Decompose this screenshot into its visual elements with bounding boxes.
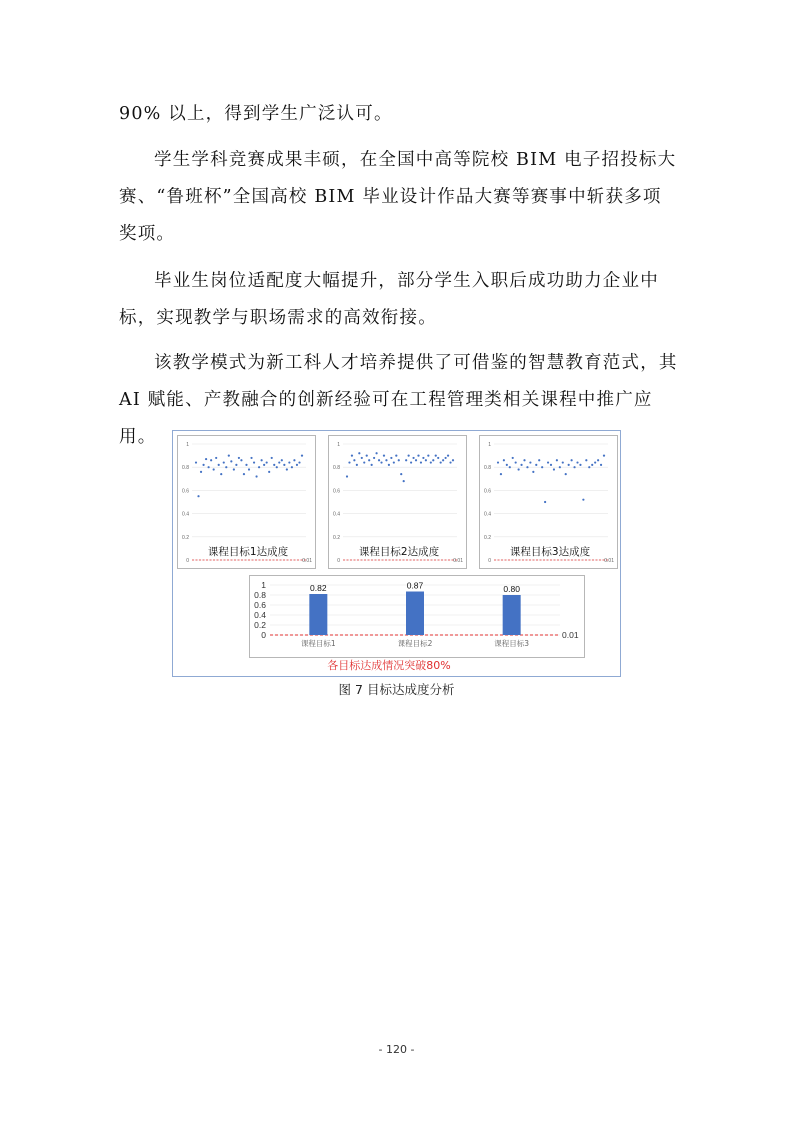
y-tick-label: 0.8 (182, 465, 189, 472)
scatter-point (556, 459, 558, 461)
scatter-point (202, 464, 204, 466)
scatter-point (375, 452, 377, 454)
scatter-point (356, 464, 358, 466)
scatter-point (408, 455, 410, 457)
bar-value-label: 0.80 (503, 584, 520, 594)
scatter-point (358, 452, 360, 454)
scatter-point (515, 461, 517, 463)
scatter-point (390, 457, 392, 459)
scatter-point (422, 457, 424, 459)
scatter-point (298, 461, 300, 463)
chart-title: 课程目标1达成度 (207, 546, 289, 558)
scatter-point (393, 461, 395, 463)
threshold-label: 0.01 (604, 558, 614, 564)
scatter-panel-1 (177, 435, 316, 569)
scatter-point (268, 471, 270, 473)
scatter-point (410, 461, 412, 463)
scatter-point (276, 466, 278, 468)
scatter-point (228, 455, 230, 457)
scatter-point (366, 455, 368, 457)
achievement-figure (172, 430, 621, 677)
scatter-point (210, 459, 212, 461)
scatter-point (497, 461, 499, 463)
y-tick-label: 0.4 (254, 610, 266, 620)
scatter-point (585, 459, 587, 461)
y-tick-label: 0.6 (333, 488, 340, 495)
y-tick-label: 0.2 (484, 534, 491, 541)
scatter-point (526, 466, 528, 468)
category-label: 课程目标1 (300, 639, 336, 648)
scatter-point (261, 459, 263, 461)
scatter-point (288, 461, 290, 463)
scatter-chart-2 (329, 436, 466, 568)
scatter-point (538, 459, 540, 461)
scatter-point (437, 457, 439, 459)
scatter-point (383, 455, 385, 457)
scatter-panel-2 (328, 435, 467, 569)
scatter-point (442, 459, 444, 461)
scatter-point (243, 473, 245, 475)
scatter-point (235, 464, 237, 466)
figure-caption: 图 7 目标达成度分析 (338, 682, 455, 697)
scatter-point (559, 466, 561, 468)
scatter-point (417, 455, 419, 457)
scatter-point (195, 461, 197, 463)
category-label: 课程目标3 (494, 639, 530, 648)
bar-value-label: 0.87 (406, 580, 424, 591)
scatter-point (529, 461, 531, 463)
y-tick-label: 0.4 (484, 511, 491, 518)
scatter-point (197, 495, 199, 497)
threshold-label: 0.01 (562, 630, 579, 640)
scatter-point (541, 466, 543, 468)
y-tick-label: 0.4 (182, 511, 189, 518)
scatter-point (403, 480, 405, 482)
y-tick-label: 1 (337, 442, 340, 448)
scatter-point (263, 464, 265, 466)
scatter-point (452, 459, 454, 461)
chart-title: 课程目标2达成度 (358, 546, 440, 558)
threshold-label: 0.01 (302, 558, 312, 564)
scatter-point (600, 464, 602, 466)
scatter-point (348, 461, 350, 463)
chart-annotation: 各目标达成情况突破80% (327, 659, 451, 672)
scatter-point (588, 466, 590, 468)
scatter-point (220, 473, 222, 475)
scatter-point (553, 468, 555, 470)
scatter-point (208, 466, 210, 468)
scatter-point (430, 461, 432, 463)
y-tick-label: 0.6 (254, 600, 266, 610)
threshold-label: 0.01 (453, 558, 463, 564)
scatter-point (286, 468, 288, 470)
scatter-point (371, 464, 373, 466)
y-tick-label: 0.8 (254, 590, 266, 600)
scatter-point (250, 457, 252, 459)
scatter-point (425, 459, 427, 461)
scatter-point (506, 464, 508, 466)
scatter-point (512, 457, 514, 459)
scatter-point (258, 466, 260, 468)
y-tick-label: 0 (488, 558, 491, 564)
scatter-point (568, 464, 570, 466)
page-number: - 120 - (378, 1043, 415, 1056)
scatter-point (373, 457, 375, 459)
scatter-point (368, 459, 370, 461)
scatter-point (353, 459, 355, 461)
scatter-point (591, 464, 593, 466)
scatter-point (346, 475, 348, 477)
scatter-point (435, 455, 437, 457)
scatter-point (395, 455, 397, 457)
scatter-point (503, 459, 505, 461)
bar-value-label: 0.82 (310, 583, 327, 593)
scatter-point (445, 457, 447, 459)
scatter-point (579, 464, 581, 466)
y-tick-label: 0.6 (182, 488, 189, 495)
paragraph-1: 90% 以上，得到学生广泛认可。 (119, 104, 393, 124)
scatter-point (296, 464, 298, 466)
scatter-point (405, 459, 407, 461)
y-tick-label: 0.6 (484, 488, 491, 495)
scatter-panel-3 (479, 435, 618, 569)
scatter-point (238, 457, 240, 459)
scatter-point (351, 455, 353, 457)
scatter-point (271, 457, 273, 459)
scatter-point (582, 499, 584, 501)
bar (406, 592, 424, 636)
y-tick-label: 0 (186, 558, 189, 564)
scatter-point (550, 464, 552, 466)
scatter-point (447, 455, 449, 457)
scatter-point (532, 471, 534, 473)
y-tick-label: 1 (488, 442, 491, 448)
y-tick-label: 0 (261, 630, 266, 640)
scatter-point (255, 475, 257, 477)
scatter-point (380, 461, 382, 463)
bar (309, 594, 327, 635)
chart-title: 课程目标3达成度 (509, 546, 591, 558)
scatter-point (215, 457, 217, 459)
scatter-point (278, 461, 280, 463)
scatter-point (200, 471, 202, 473)
scatter-point (427, 455, 429, 457)
paragraph-4: 该教学模式为新工科人才培养提供了可借鉴的智慧教育范式，其 AI 赋能、产教融合的创新经验可在工程管理类相关课程中推广应用。 (119, 353, 678, 447)
scatter-point (266, 461, 268, 463)
scatter-point (415, 459, 417, 461)
scatter-point (562, 461, 564, 463)
scatter-point (573, 466, 575, 468)
bar-chart (250, 576, 584, 657)
scatter-point (400, 473, 402, 475)
scatter-point (283, 464, 285, 466)
scatter-point (412, 457, 414, 459)
scatter-point (253, 461, 255, 463)
scatter-point (273, 464, 275, 466)
scatter-point (281, 459, 283, 461)
scatter-point (576, 461, 578, 463)
scatter-point (213, 468, 215, 470)
scatter-point (398, 459, 400, 461)
scatter-point (440, 461, 442, 463)
scatter-point (225, 466, 227, 468)
scatter-point (245, 464, 247, 466)
scatter-point (544, 501, 546, 503)
scatter-point (571, 459, 573, 461)
scatter-point (420, 461, 422, 463)
scatter-point (363, 461, 365, 463)
scatter-point (594, 461, 596, 463)
scatter-point (291, 466, 293, 468)
scatter-point (218, 464, 220, 466)
scatter-point (388, 464, 390, 466)
scatter-point (233, 468, 235, 470)
scatter-point (223, 461, 225, 463)
scatter-point (603, 455, 605, 457)
paragraph-3: 毕业生岗位适配度大幅提升，部分学生入职后成功助力企业中标，实现教学与职场需求的高效衔接。 (119, 271, 659, 328)
paragraph-2: 学生学科竞赛成果丰硕，在全国中高等院校 BIM 电子招投标大赛、“鲁班杯”全国高校 BIM 毕业设计作品大赛等赛事中斩获多项奖项。 (119, 150, 677, 244)
category-label: 课程目标2 (397, 639, 433, 648)
bar-panel (249, 575, 585, 658)
y-tick-label: 0.2 (333, 534, 340, 541)
scatter-point (301, 455, 303, 457)
scatter-point (535, 464, 537, 466)
scatter-point (565, 473, 567, 475)
scatter-point (520, 464, 522, 466)
scatter-point (500, 473, 502, 475)
scatter-point (378, 459, 380, 461)
scatter-point (597, 459, 599, 461)
y-tick-label: 0.4 (333, 511, 340, 518)
y-tick-label: 0.8 (333, 465, 340, 472)
scatter-point (361, 457, 363, 459)
y-tick-label: 0 (337, 558, 340, 564)
y-tick-label: 0.2 (182, 534, 189, 541)
y-tick-label: 0.2 (254, 620, 266, 630)
y-tick-label: 1 (261, 580, 266, 590)
scatter-point (240, 459, 242, 461)
scatter-point (449, 461, 451, 463)
scatter-point (509, 466, 511, 468)
y-tick-label: 1 (186, 442, 189, 448)
bar (503, 595, 521, 635)
y-tick-label: 0.8 (484, 465, 491, 472)
scatter-chart-1 (178, 436, 315, 568)
scatter-point (547, 461, 549, 463)
scatter-point (432, 459, 434, 461)
scatter-point (385, 459, 387, 461)
scatter-point (293, 459, 295, 461)
scatter-point (248, 468, 250, 470)
annotation-layer (173, 656, 619, 676)
scatter-point (230, 460, 232, 462)
scatter-point (518, 468, 520, 470)
scatter-point (523, 459, 525, 461)
scatter-point (205, 458, 207, 460)
scatter-chart-3 (480, 436, 617, 568)
